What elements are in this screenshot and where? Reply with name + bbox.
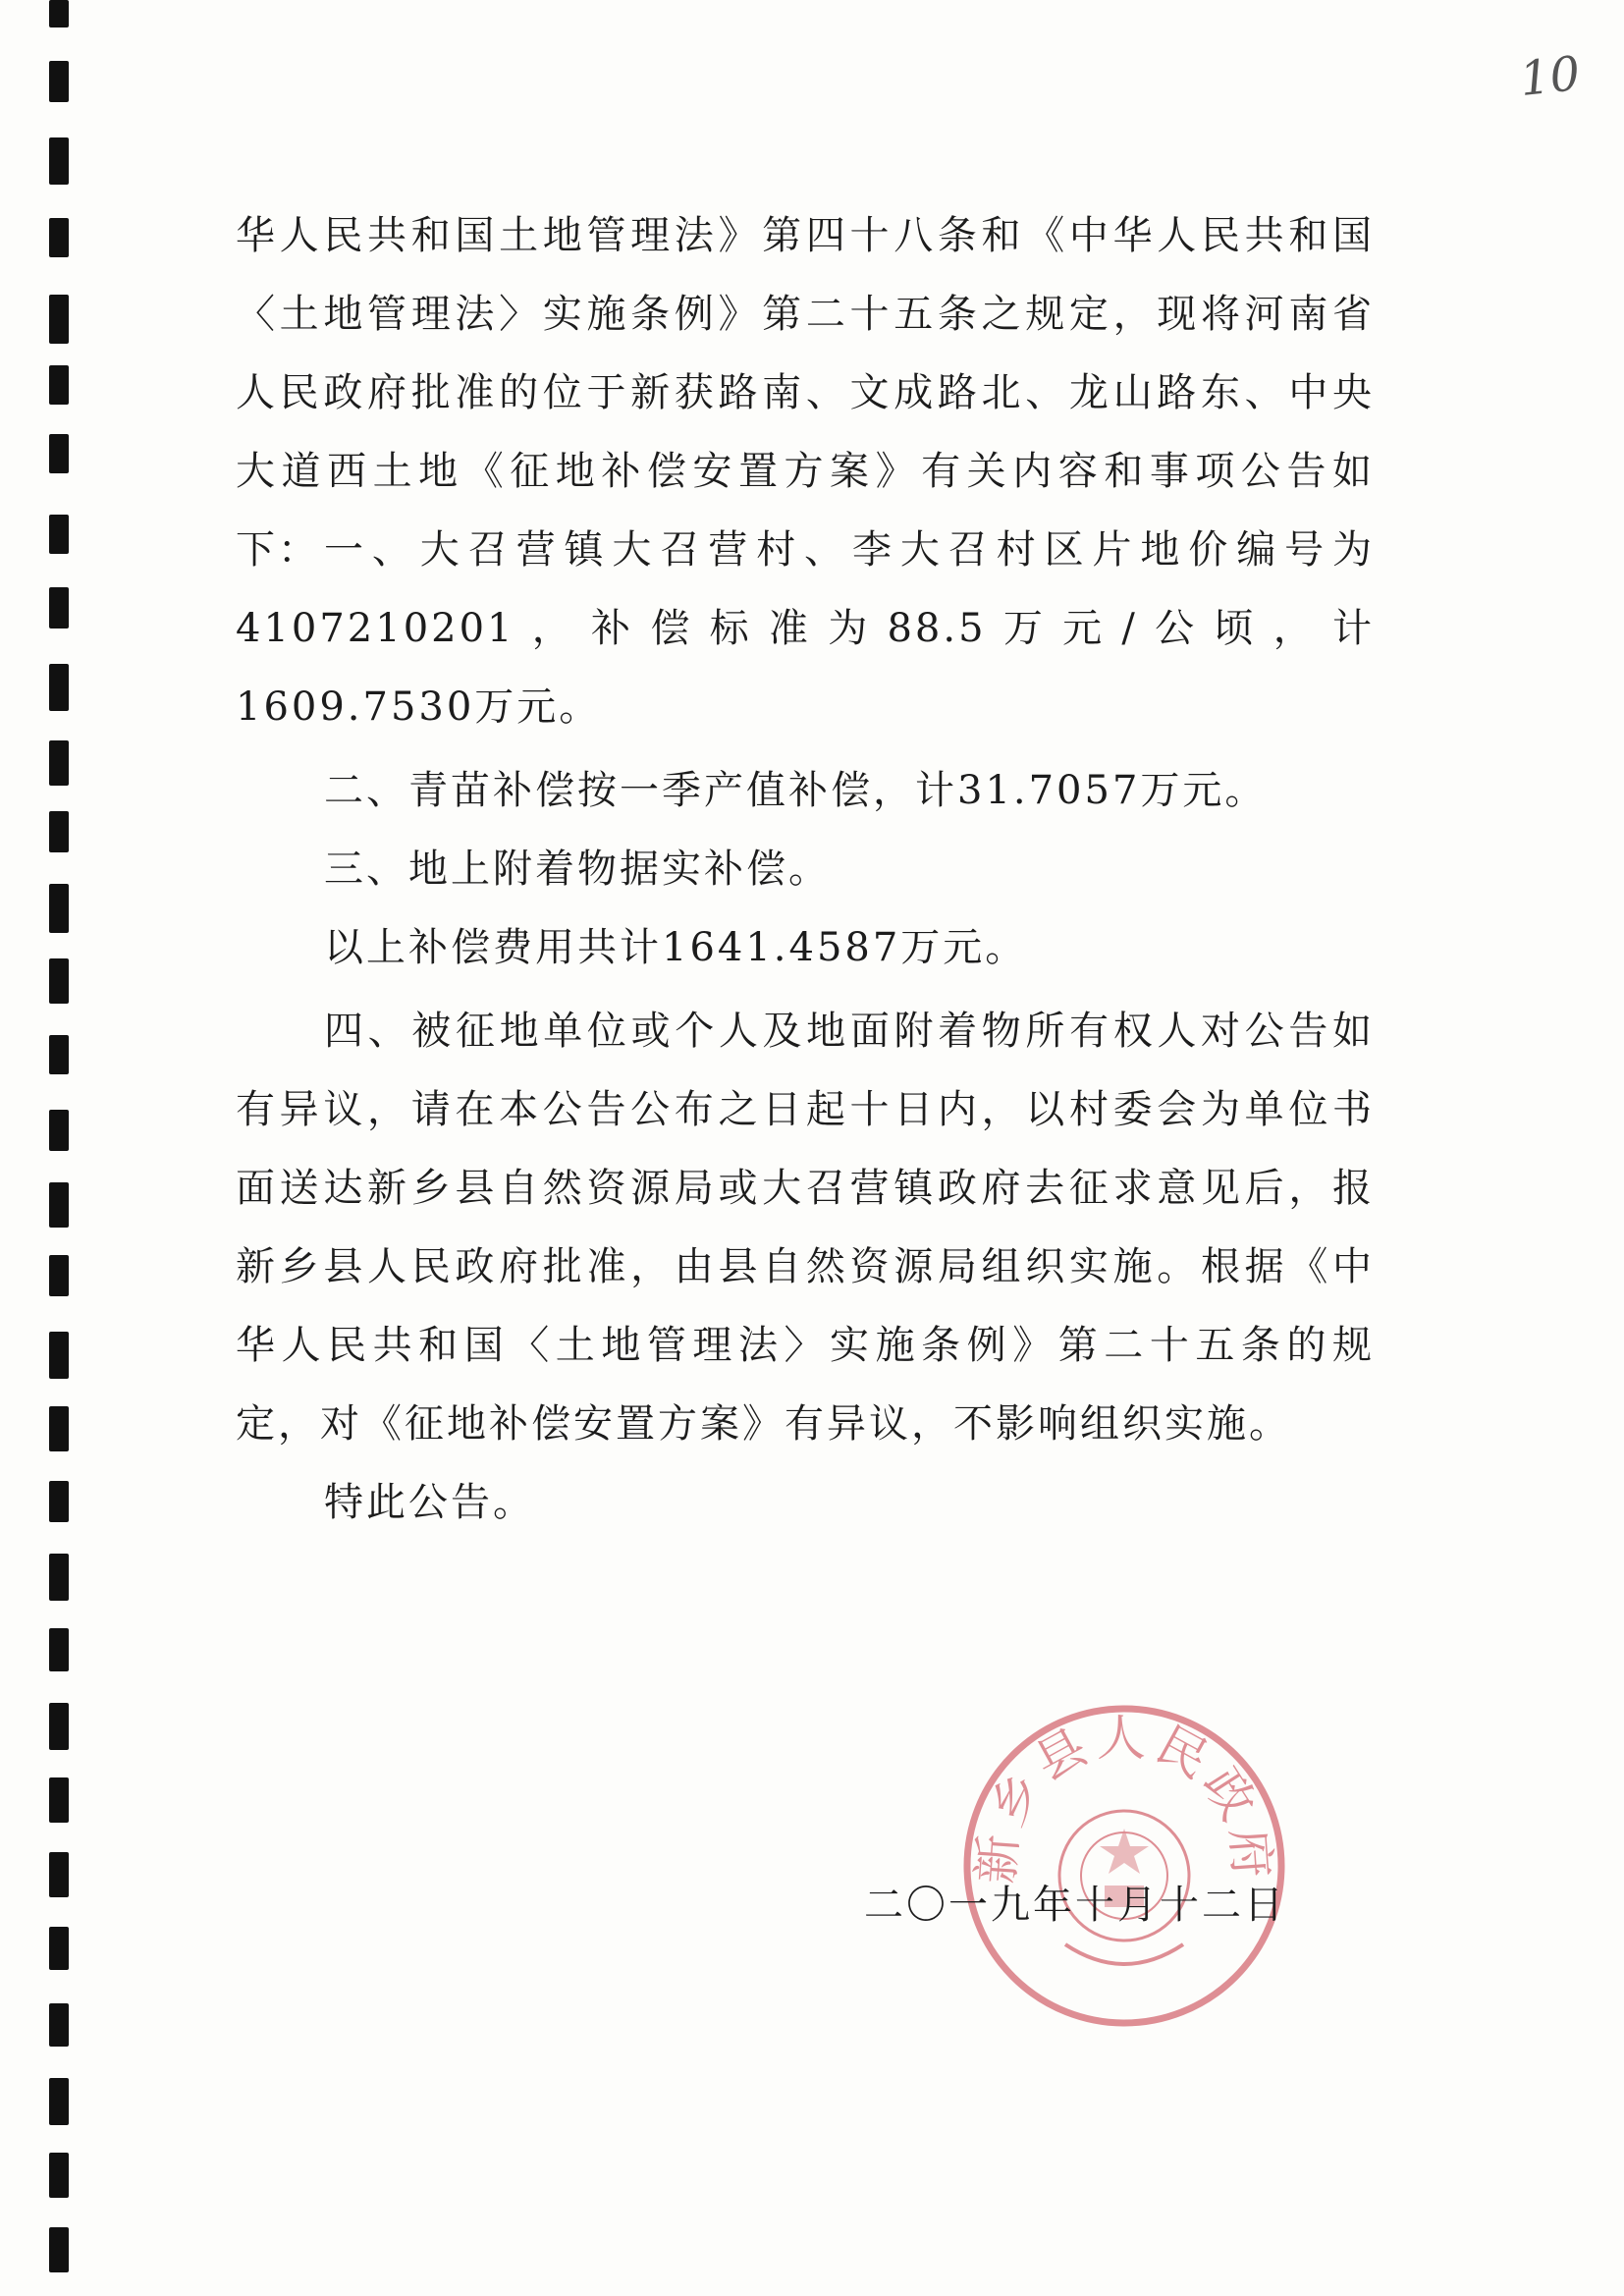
binding-hole-mark <box>49 2078 69 2125</box>
total-paragraph: 以上补偿费用共计1641.4587万元。 <box>324 925 1028 970</box>
binding-hole-mark <box>49 61 69 102</box>
binding-hole-mark <box>49 958 69 1004</box>
binding-hole-mark <box>49 1628 69 1671</box>
binding-hole-mark <box>49 1110 69 1151</box>
handwritten-page-number: 10 <box>1517 45 1583 108</box>
binding-hole-mark <box>49 1182 69 1228</box>
binding-hole-mark <box>49 137 69 185</box>
intro-paragraph: 华人民共和国土地管理法》第四十八条和《中华人民共和国〈土地管理法〉实施条例》第二十五条之规定，现将河南省人民政府批准的位于新获路南、文成路北、龙山路东、中央大道西土地《征地补偿安置方案》有关内容和事项公告如下： <box>236 213 1375 573</box>
binding-hole-mark <box>49 1255 69 1296</box>
binding-hole-mark <box>49 1927 69 1970</box>
item-three-paragraph: 三、地上附着物据实补偿。 <box>324 847 831 892</box>
binding-hole-mark <box>49 295 69 344</box>
closing-paragraph: 特此公告。 <box>324 1480 535 1525</box>
seal-text: 新乡县人民政府 <box>967 1709 1281 1886</box>
binding-hole-mark <box>49 515 69 554</box>
binding-hole-mark <box>49 1852 69 1897</box>
binding-hole-mark <box>49 434 69 473</box>
item-one-paragraph: 一、大召营镇大召营村、李大召村区片地价编号为4107210201，补偿标准为88.5万元/公顷，计1609.7530万元。 <box>236 527 1375 730</box>
binding-hole-mark <box>49 365 69 405</box>
binding-hole-mark <box>49 1406 69 1451</box>
binding-hole-mark <box>49 1554 69 1601</box>
binding-hole-mark <box>49 1703 69 1750</box>
binding-hole-mark <box>49 1332 69 1379</box>
binding-hole-mark <box>49 0 69 27</box>
binding-hole-mark <box>49 811 69 852</box>
binding-hole-mark <box>49 884 69 933</box>
binding-hole-mark <box>49 2227 69 2272</box>
binding-edge <box>0 0 98 2296</box>
item-two-paragraph: 二、青苗补偿按一季产值补偿，计31.7057万元。 <box>324 768 1268 813</box>
binding-hole-mark <box>49 664 69 711</box>
binding-hole-mark <box>49 1481 69 1522</box>
item-four-paragraph: 四、被征地单位或个人及地面附着物所有权人对公告如有异议，请在本公告公布之日起十日内，以村委会为单位书面送达新乡县自然资源局或大召营镇政府去征求意见后，报新乡县人民政府批准，由县自然资源局组织实施。根据《中华人民共和国〈土地管理法〉实施条例》第二十五条的规定，对《征地补偿安置方案》有异议，不影响组织实施。 <box>236 1009 1375 1447</box>
binding-hole-mark <box>49 740 69 786</box>
binding-hole-mark <box>49 587 69 629</box>
binding-hole-mark <box>49 2153 69 2198</box>
issue-date: 二〇一九年十月十二日 <box>864 1883 1286 1928</box>
binding-hole-mark <box>49 2003 69 2047</box>
binding-hole-mark <box>49 218 69 257</box>
binding-hole-mark <box>49 1777 69 1823</box>
binding-hole-mark <box>49 1035 69 1074</box>
